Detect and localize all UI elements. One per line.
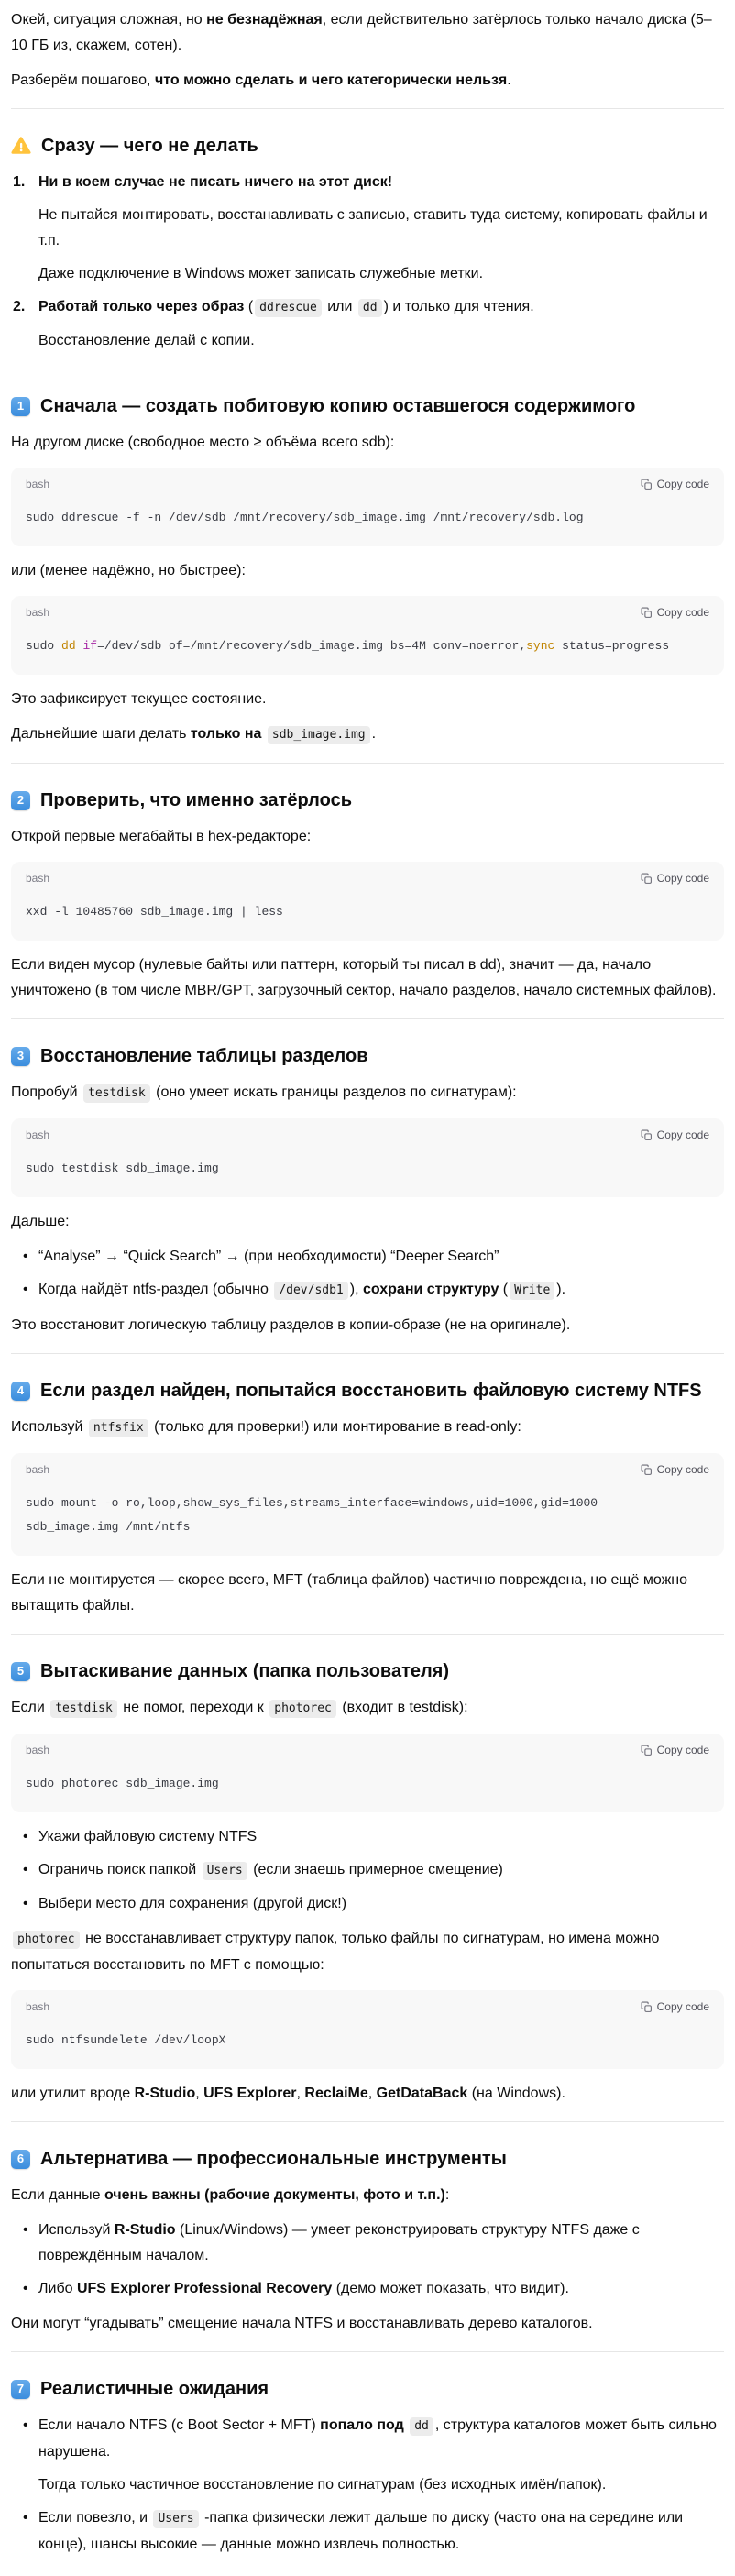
code-block (11, 1990, 724, 2069)
copy-code-label: Copy code (656, 1128, 709, 1141)
keycap-3-icon: 3 (11, 1047, 30, 1066)
bold-text: только на (190, 726, 262, 742)
keycap-6-icon: 6 (11, 2150, 30, 2169)
copy-icon (641, 1464, 653, 1476)
bold-text: ReclaiMe (304, 2086, 368, 2101)
paragraph: Используй ntfsfix (только для проверки!) или монтирование в read-only: (11, 1415, 724, 1441)
paragraph: Дальше: (11, 1214, 70, 1229)
inline-code: photorec (13, 1931, 80, 1949)
copy-code-label: Copy code (656, 2000, 709, 2013)
bold-text: R-Studio (114, 2222, 176, 2238)
inline-code: testdisk (83, 1084, 150, 1103)
inline-code: Write (510, 1282, 554, 1300)
list-item (38, 1857, 724, 1884)
code-language-label: bash (26, 2000, 50, 2013)
bullet-list (11, 1824, 724, 1917)
code-language-label: bash (26, 872, 50, 885)
paragraph: Не пытайся монтировать, восстанавливать с записью, ставить туда систему, копировать файлы и т.п. (38, 207, 708, 248)
code-text: sudo ddrescue -f -n /dev/sdb /mnt/recovery/sdb_image.img /mnt/recovery/sdb.log (26, 511, 584, 524)
keycap-1-icon: 1 (11, 397, 30, 416)
code-language-label: bash (26, 478, 50, 490)
code-block (11, 1118, 724, 1197)
bold-text: попало под (320, 2417, 404, 2433)
section-title: Проверить, что именно затёрлось (40, 790, 352, 810)
code-language-label: bash (26, 606, 50, 619)
paragraph: • Если начало NTFS (с Boot Sector + MFT) попало под dd , структура каталогов может быть сильно нарушена. (38, 2417, 717, 2460)
code-token-builtin: sync (526, 639, 555, 653)
section-divider (11, 2351, 724, 2352)
paragraph: Попробуй testdisk (оно умеет искать границы разделов по сигнатурам): (11, 1080, 724, 1106)
paragraph: Если виден мусор (нулевые байты или паттерн, который ты писал в dd), значит — да, начало уничтожено (в том числе MBR/GPT, загрузочный сектор, начало разделов, начало системных файлов). (11, 957, 717, 998)
code-block (11, 468, 724, 546)
code-text: xxd -l 10485760 sdb_image.img | less (26, 905, 283, 919)
section-heading (11, 2376, 724, 2402)
copy-code-label: Copy code (656, 1463, 709, 1476)
paragraph: • Выбери место для сохранения (другой диск!) (38, 1896, 347, 1911)
paragraph (38, 170, 724, 195)
bold-text: Ни в коем случае не писать ничего на этот диск! (38, 174, 393, 190)
code-content (11, 2020, 724, 2069)
list-item (38, 2218, 724, 2269)
warning-icon (11, 136, 31, 156)
list-item-number: 2. (13, 299, 26, 314)
keycap-4-icon: 4 (11, 1382, 30, 1401)
section-title: Реалистичные ожидания (40, 2379, 269, 2399)
code-text: sudo dd if=/dev/sdb of=/mnt/recovery/sdb_image.img bs=4M conv=noerror,sync status=progress (26, 639, 670, 653)
list-item (38, 1824, 724, 1850)
code-content (11, 1763, 724, 1812)
section-divider (11, 1634, 724, 1635)
section-title: Вытаскивание данных (папка пользователя) (40, 1661, 450, 1681)
bold-text: Работай только через образ (38, 299, 245, 314)
code-block-header (11, 1734, 724, 1763)
code-content (11, 1148, 724, 1197)
paragraph: Даже подключение в Windows может записать служебные метки. (38, 266, 484, 281)
paragraph: Открой первые мегабайты в hex-редакторе: (11, 829, 312, 844)
code-token-keyword: if (82, 639, 98, 653)
bold-text: сохрани структуру (362, 1282, 499, 1297)
inline-code: sdb_image.img (268, 726, 370, 744)
inline-code: dd (410, 2417, 433, 2436)
bullet-list (11, 2218, 724, 2302)
bold-text: не безнадёжная (206, 12, 323, 28)
code-content (11, 891, 724, 941)
paragraph: • Либо UFS Explorer Professional Recovery (демо может показать, что видит). (38, 2281, 569, 2296)
inline-code: testdisk (50, 1700, 117, 1718)
section-title: Альтернатива — профессиональные инструменты (40, 2149, 507, 2169)
copy-icon (641, 479, 653, 490)
section-heading (11, 787, 724, 813)
keycap-7-icon: 7 (11, 2380, 30, 2399)
section-divider (11, 108, 724, 109)
copy-code-button[interactable] (641, 1461, 709, 1478)
paragraph: • Укажи файловую систему NTFS (38, 1829, 258, 1844)
code-block-header (11, 1990, 724, 2020)
code-block (11, 862, 724, 941)
list-item (38, 1244, 724, 1270)
paragraph: photorec не восстанавливает структуру папок, только файлы по сигнатурам, но имена можно попытаться восстановить по MFT с помощью: (11, 1931, 660, 1973)
copy-icon (641, 1129, 653, 1141)
copy-code-label: Copy code (656, 872, 709, 885)
copy-icon (641, 607, 653, 619)
list-item (38, 2413, 724, 2498)
section-divider (11, 1353, 724, 1354)
list-item (38, 2505, 724, 2558)
section-divider (11, 763, 724, 764)
section-divider (11, 2121, 724, 2122)
list-item (38, 1277, 724, 1304)
paragraph: Это зафиксирует текущее состояние. (11, 691, 267, 707)
paragraph: • Когда найдёт ntfs-раздел (обычно /dev/sdb1 ), сохрани структуру ( Write ). (38, 1277, 724, 1304)
copy-code-button[interactable] (641, 870, 709, 886)
copy-icon (641, 873, 653, 885)
bold-text: очень важны (рабочие документы, фото и т.п.) (104, 2187, 445, 2203)
list-item (38, 2276, 724, 2302)
inline-code: ntfsfix (89, 1419, 148, 1437)
code-content (11, 497, 724, 546)
paragraph: Тогда только частичное восстановление по сигнатурам (без исходных имён/папок). (38, 2477, 607, 2493)
code-language-label: bash (26, 1463, 50, 1476)
inline-code: /dev/sdb1 (274, 1282, 347, 1300)
code-text: sudo ntfsundelete /dev/loopX (26, 2033, 226, 2047)
bold-text: GetDataBack (376, 2086, 468, 2101)
bold-text: что можно сделать и чего категорически нельзя (154, 72, 508, 88)
ordered-list (11, 170, 724, 354)
copy-code-button[interactable] (641, 1998, 709, 2015)
code-language-label: bash (26, 1744, 50, 1756)
copy-code-label: Copy code (656, 606, 709, 619)
code-block-header (11, 1453, 724, 1482)
paragraph: Если testdisk не помог, переходи к photorec (входит в testdisk): (11, 1695, 724, 1722)
bullet-list (11, 1244, 724, 1304)
section-heading (11, 1658, 724, 1684)
copy-code-button[interactable] (641, 604, 709, 621)
keycap-2-icon: 2 (11, 791, 30, 810)
code-block-header (11, 862, 724, 891)
paragraph: Это восстановит логическую таблицу разделов в копии-образе (не на оригинале). (11, 1317, 571, 1333)
paragraph: Если не монтируется — скорее всего, MFT (таблица файлов) частично повреждена, но ещё можно вытащить файлы. (11, 1572, 688, 1613)
copy-icon (641, 1745, 653, 1756)
code-block-header (11, 1118, 724, 1148)
list-item-number: 1. (13, 174, 26, 190)
paragraph: Работай только через образ ( ddrescue или dd ) и только для чтения. (38, 294, 724, 321)
paragraph: или (менее надёжно, но быстрее): (11, 563, 246, 578)
section-title: Сначала — создать побитовую копию оставшегося содержимого (40, 396, 636, 416)
copy-code-button[interactable] (641, 476, 709, 492)
code-block (11, 1453, 724, 1556)
list-item (13, 294, 724, 354)
code-text: sudo testdisk sdb_image.img (26, 1161, 219, 1175)
code-language-label: bash (26, 1128, 50, 1141)
section-title: Сразу — чего не делать (41, 136, 258, 156)
paragraph: или утилит вроде R-Studio, UFS Explorer, ReclaiMe, GetDataBack (на Windows). (11, 2086, 565, 2101)
paragraph: Если данные очень важны (рабочие документы, фото и т.п.): (11, 2187, 450, 2203)
section-heading (11, 393, 724, 419)
copy-code-button[interactable] (641, 1127, 709, 1143)
code-block-header (11, 596, 724, 625)
section-divider (11, 1018, 724, 1019)
code-block (11, 596, 724, 675)
section-heading (11, 1043, 724, 1069)
inline-code: ddrescue (255, 299, 322, 317)
list-item (13, 170, 724, 287)
copy-icon (641, 2001, 653, 2013)
paragraph: • Если повезло, и Users -папка физически лежит дальше по диску (часто она на середине или конце), шансы высокие — данные можно извлечь полностью. (38, 2510, 684, 2552)
list-item (38, 1891, 724, 1917)
section-heading (11, 133, 724, 159)
copy-code-button[interactable] (641, 1742, 709, 1758)
code-text: sudo mount -o ro,loop,show_sys_files,streams_interface=windows,uid=1000,gid=1000 sdb_image.img /mnt/ntfs (26, 1496, 598, 1534)
inline-code: Users (203, 1862, 247, 1880)
code-text: sudo photorec sdb_image.img (26, 1777, 219, 1790)
warning-icon (11, 136, 31, 156)
bullet-list (11, 2413, 724, 2558)
inline-code: Users (153, 2510, 198, 2528)
paragraph: • “Analyse” → “Quick Search” → (при необходимости) “Deeper Search” (38, 1249, 499, 1264)
keycap-5-icon: 5 (11, 1662, 30, 1681)
paragraph: На другом диске (свободное место ≥ объёма всего sdb): (11, 435, 395, 450)
paragraph: • Используй R-Studio (Linux/Windows) — умеет реконструировать структуру NTFS даже с повреждённым началом. (38, 2222, 640, 2263)
code-block-header (11, 468, 724, 497)
paragraph: Разберём пошагово, что можно сделать и чего категорически нельзя. (11, 72, 511, 88)
paragraph: Дальнейшие шаги делать только на sdb_image.img . (11, 721, 724, 748)
bold-text: R-Studio (134, 2086, 196, 2101)
bold-text: UFS Explorer (203, 2086, 297, 2101)
code-block (11, 1734, 724, 1812)
paragraph: • Ограничь поиск папкой Users (если знаешь примерное смещение) (38, 1857, 724, 1884)
code-content (11, 1482, 724, 1556)
paragraph: Восстановление делай с копии. (38, 333, 255, 348)
inline-code: dd (358, 299, 382, 317)
section-heading (11, 2146, 724, 2172)
code-token-builtin: dd (61, 639, 76, 653)
inline-code: photorec (269, 1700, 336, 1718)
bold-text: UFS Explorer Professional Recovery (76, 2281, 333, 2296)
section-heading (11, 1378, 724, 1404)
section-title: Если раздел найден, попытайся восстановить файловую систему NTFS (40, 1381, 702, 1401)
section-title: Восстановление таблицы разделов (40, 1046, 368, 1066)
code-content (11, 625, 724, 675)
copy-code-label: Copy code (656, 478, 709, 490)
copy-code-label: Copy code (656, 1744, 709, 1756)
paragraph: Они могут “угадывать” смещение начала NTFS и восстанавливать дерево каталогов. (11, 2316, 593, 2331)
paragraph: Окей, ситуация сложная, но не безнадёжная, если действительно затёрлось только начало диска (5–10 ГБ из, скажем, сотен). (11, 12, 712, 53)
